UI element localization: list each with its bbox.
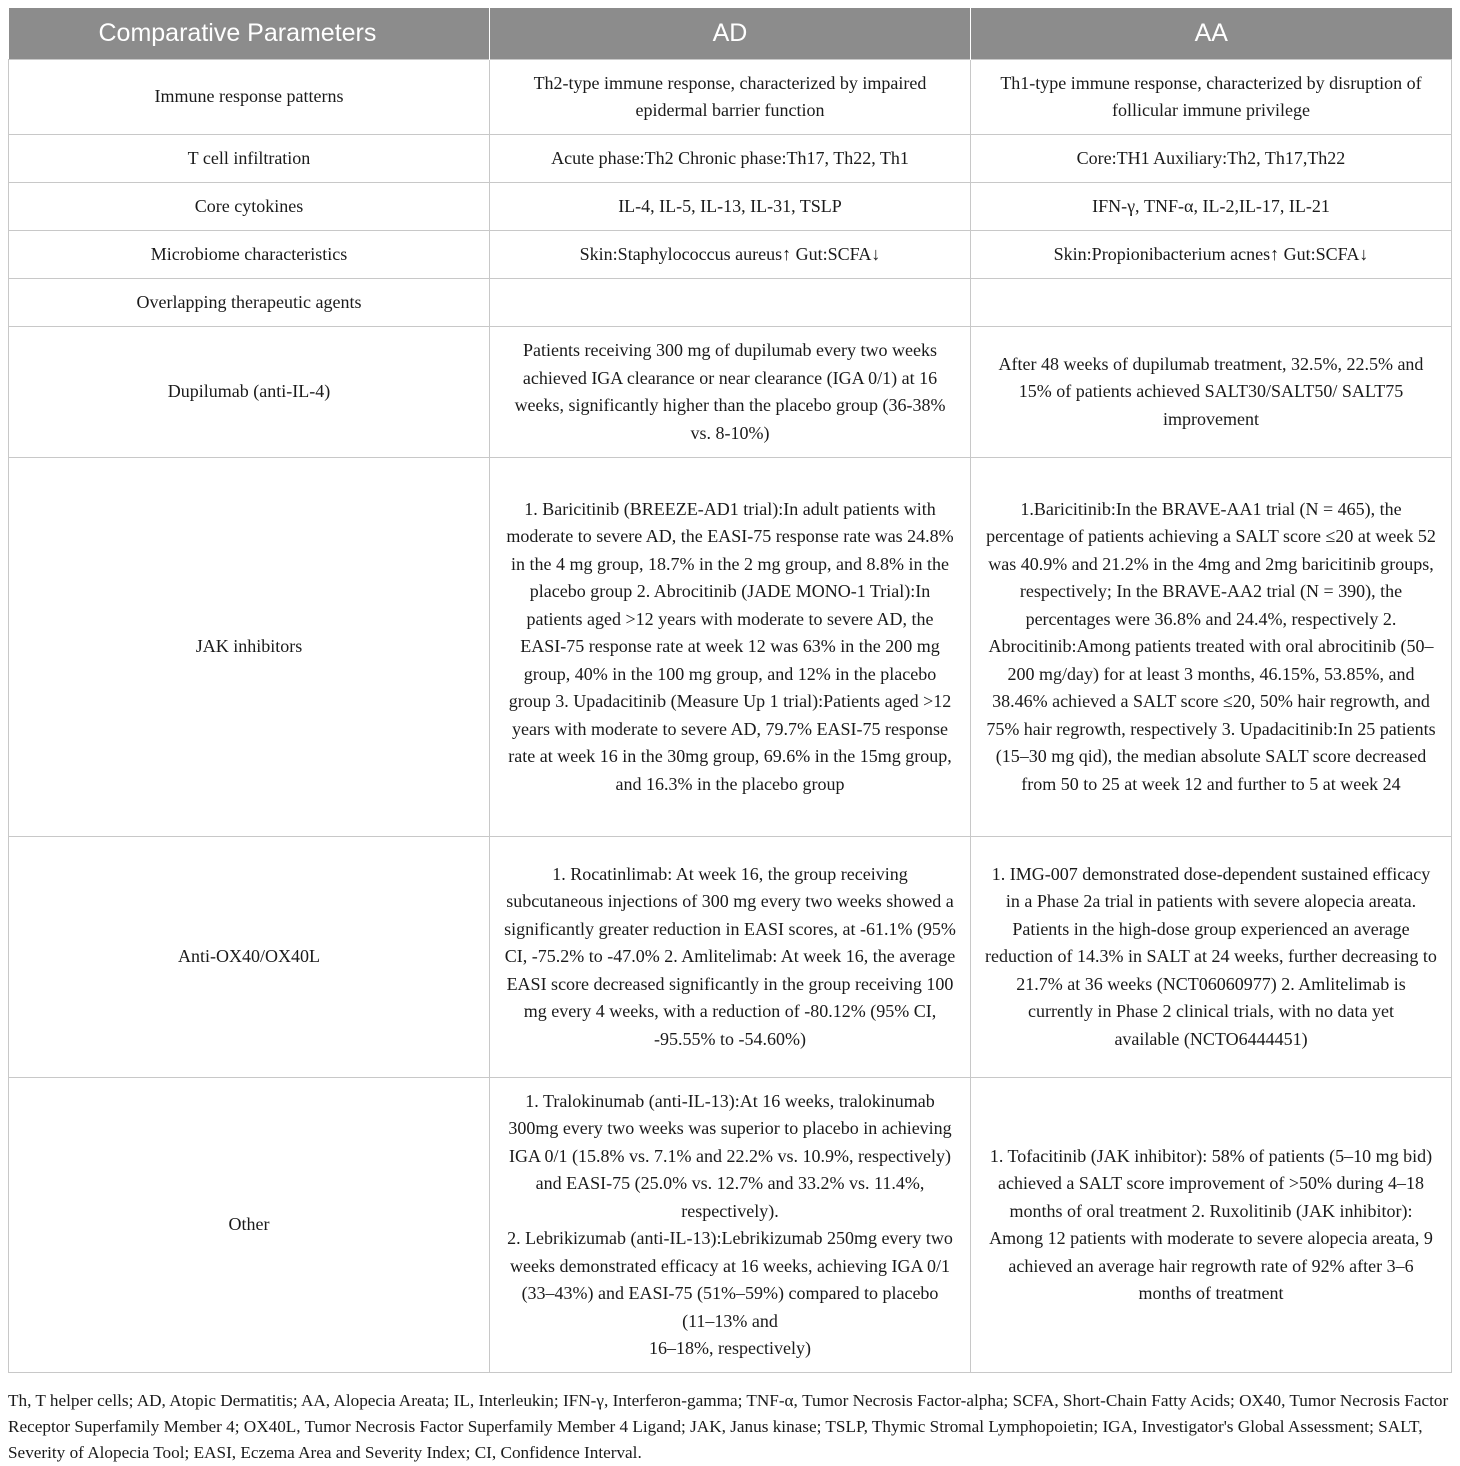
table-row xyxy=(9,231,1452,279)
ad-cell xyxy=(490,279,971,327)
ad-cell: 1. Baricitinib (BREEZE-AD1 trial):In adult patients with moderate to severe AD, the EASI-75 response rate was 24.8% in the 4 mg group, 18.7% in the 2 mg group, and 8.8% in the placebo group 2. Abrocitinib (JADE MONO-1 Trial):In patients aged >12 years with moderate to severe AD, the EASI-75 response rate at week 12 was 63% in the 200 mg group, 40% in the 100 mg group, and 12% in the placebo group 3. Upadacitinib (Measure Up 1 trial):Patients aged >12 years with moderate to severe AD, 79.7% EASI-75 response rate at week 16 in the 30mg group, 69.6% in the 15mg group, and 16.3% in the placebo group xyxy=(490,458,971,837)
aa-cell: After 48 weeks of dupilumab treatment, 32.5%, 22.5% and 15% of patients achieved SALT30/SALT50/ SALT75 improvement xyxy=(971,327,1452,458)
param-cell: Immune response patterns xyxy=(9,60,490,135)
param-cell: Overlapping therapeutic agents xyxy=(9,279,490,327)
ad-cell: IL-4, IL-5, IL-13, IL-31, TSLP xyxy=(490,183,971,231)
ad-cell xyxy=(490,1078,971,1373)
ad-cell: Patients receiving 300 mg of dupilumab every two weeks achieved IGA clearance or near clearance (IGA 0/1) at 16 weeks, significantly higher than the placebo group (36-38% vs. 8-10%) xyxy=(490,327,971,458)
param-cell: T cell infiltration xyxy=(9,135,490,183)
table-row xyxy=(9,279,1452,327)
header-aa: AA xyxy=(971,8,1452,60)
aa-cell: Th1-type immune response, characterized by disruption of follicular immune privilege xyxy=(971,60,1452,135)
param-cell: Microbiome characteristics xyxy=(9,231,490,279)
header-comparative-parameters: Comparative Parameters xyxy=(9,8,490,60)
table-header-row xyxy=(9,8,1452,60)
ad-cell: Th2-type immune response, characterized by impaired epidermal barrier function xyxy=(490,60,971,135)
aa-cell: Core:TH1 Auxiliary:Th2, Th17,Th22 xyxy=(971,135,1452,183)
table-row xyxy=(9,327,1452,458)
table-row xyxy=(9,60,1452,135)
param-cell: Anti-OX40/OX40L xyxy=(9,837,490,1078)
aa-cell: IFN-γ, TNF-α, IL-2,IL-17, IL-21 xyxy=(971,183,1452,231)
header-ad: AD xyxy=(490,8,971,60)
table-footnote: Th, T helper cells; AD, Atopic Dermatitis; AA, Alopecia Areata; IL, Interleukin; IFN-γ, Interferon-gamma; TNF-α, Tumor Necrosis Factor-alpha; SCFA, Short-Chain Fatty Acids; OX40, Tumor Necrosis Factor Receptor Superfamily Member 4; OX40L, Tumor Necrosis Factor Superfamily Member 4 Ligand; JAK, Janus kinase; TSLP, Thymic Stromal Lymphopoietin; IGA, Investigator's Global Assessment; SALT, Severity of Alopecia Tool; EASI, Eczema Area and Severity Index; CI, Confidence Interval. xyxy=(8,1391,1449,1462)
ad-cell-paragraph: 1. Tralokinumab (anti-IL-13):At 16 weeks, tralokinumab 300mg every two weeks was superior to placebo in achieving IGA 0/1 (15.8% vs. 7.1% and 22.2% vs. 10.9%, respectively) and EASI-75 (25.0% vs. 12.7% and 33.2% vs. 11.4%, respectively). xyxy=(508,1090,952,1221)
ad-cell: Skin:Staphylococcus aureus↑ Gut:SCFA↓ xyxy=(490,231,971,279)
aa-cell xyxy=(971,837,1452,1078)
param-cell: JAK inhibitors xyxy=(9,458,490,837)
param-cell: Dupilumab (anti-IL-4) xyxy=(9,327,490,458)
aa-cell-paragraph: available (NCTO6444451) xyxy=(1114,1028,1308,1049)
ad-cell-paragraph: 2. Lebrikizumab (anti-IL-13):Lebrikizumab 250mg every two weeks demonstrated efficacy at 16 weeks, achieving IGA 0/1 (33–43%) and EASI-75 (51%–59%) compared to placebo (11–13% and xyxy=(507,1228,953,1331)
ad-cell: 1. Rocatinlimab: At week 16, the group receiving subcutaneous injections of 300 mg every two weeks showed a significantly greater reduction in EASI scores, at -61.1% (95% CI, -75.2% to -47.0% 2. Amlitelimab: At week 16, the average EASI score decreased significantly in the group receiving 100 mg every 4 weeks, with a reduction of -80.12% (95% CI, -95.55% to -54.60%) xyxy=(490,837,971,1078)
ad-cell-paragraph: 16–18%, respectively) xyxy=(649,1338,811,1358)
param-cell: Core cytokines xyxy=(9,183,490,231)
aa-cell-paragraph: 1. IMG-007 demonstrated dose-dependent sustained efficacy in a Phase 2a trial in patients with severe alopecia areata. Patients in the high-dose group experienced an average reduction of 14.3% in SALT at 24 weeks, further decreasing to 21.7% at 36 weeks (NCT06060977) 2. Amlitelimab is currently in Phase 2 clinical trials, with no data yet xyxy=(985,863,1437,1022)
table-row xyxy=(9,1078,1452,1373)
aa-cell xyxy=(971,279,1452,327)
param-cell: Other xyxy=(9,1078,490,1373)
table-row xyxy=(9,135,1452,183)
aa-cell: Skin:Propionibacterium acnes↑ Gut:SCFA↓ xyxy=(971,231,1452,279)
table-row xyxy=(9,183,1452,231)
aa-cell: 1. Tofacitinib (JAK inhibitor): 58% of patients (5–10 mg bid) achieved a SALT score improvement of >50% during 4–18 months of oral treatment 2. Ruxolitinib (JAK inhibitor): Among 12 patients with moderate to severe alopecia areata, 9 achieved an average hair regrowth rate of 92% after 3–6 months of treatment xyxy=(971,1078,1452,1373)
comparison-table xyxy=(8,8,1452,1373)
table-row xyxy=(9,837,1452,1078)
aa-cell: 1.Baricitinib:In the BRAVE-AA1 trial (N = 465), the percentage of patients achieving a SALT score ≤20 at week 52 was 40.9% and 21.2% in the 4mg and 2mg baricitinib groups, respectively; In the BRAVE-AA2 trial (N = 390), the percentages were 36.8% and 24.4%, respectively 2. Abrocitinib:Among patients treated with oral abrocitinib (50–200 mg/day) for at least 3 months, 46.15%, 53.85%, and 38.46% achieved a SALT score ≤20, 50% hair regrowth, and 75% hair regrowth, respectively 3. Upadacitinib:In 25 patients (15–30 mg qid), the median absolute SALT score decreased from 50 to 25 at week 12 and further to 5 at week 24 xyxy=(971,458,1452,837)
table-row xyxy=(9,458,1452,837)
ad-cell: Acute phase:Th2 Chronic phase:Th17, Th22, Th1 xyxy=(490,135,971,183)
